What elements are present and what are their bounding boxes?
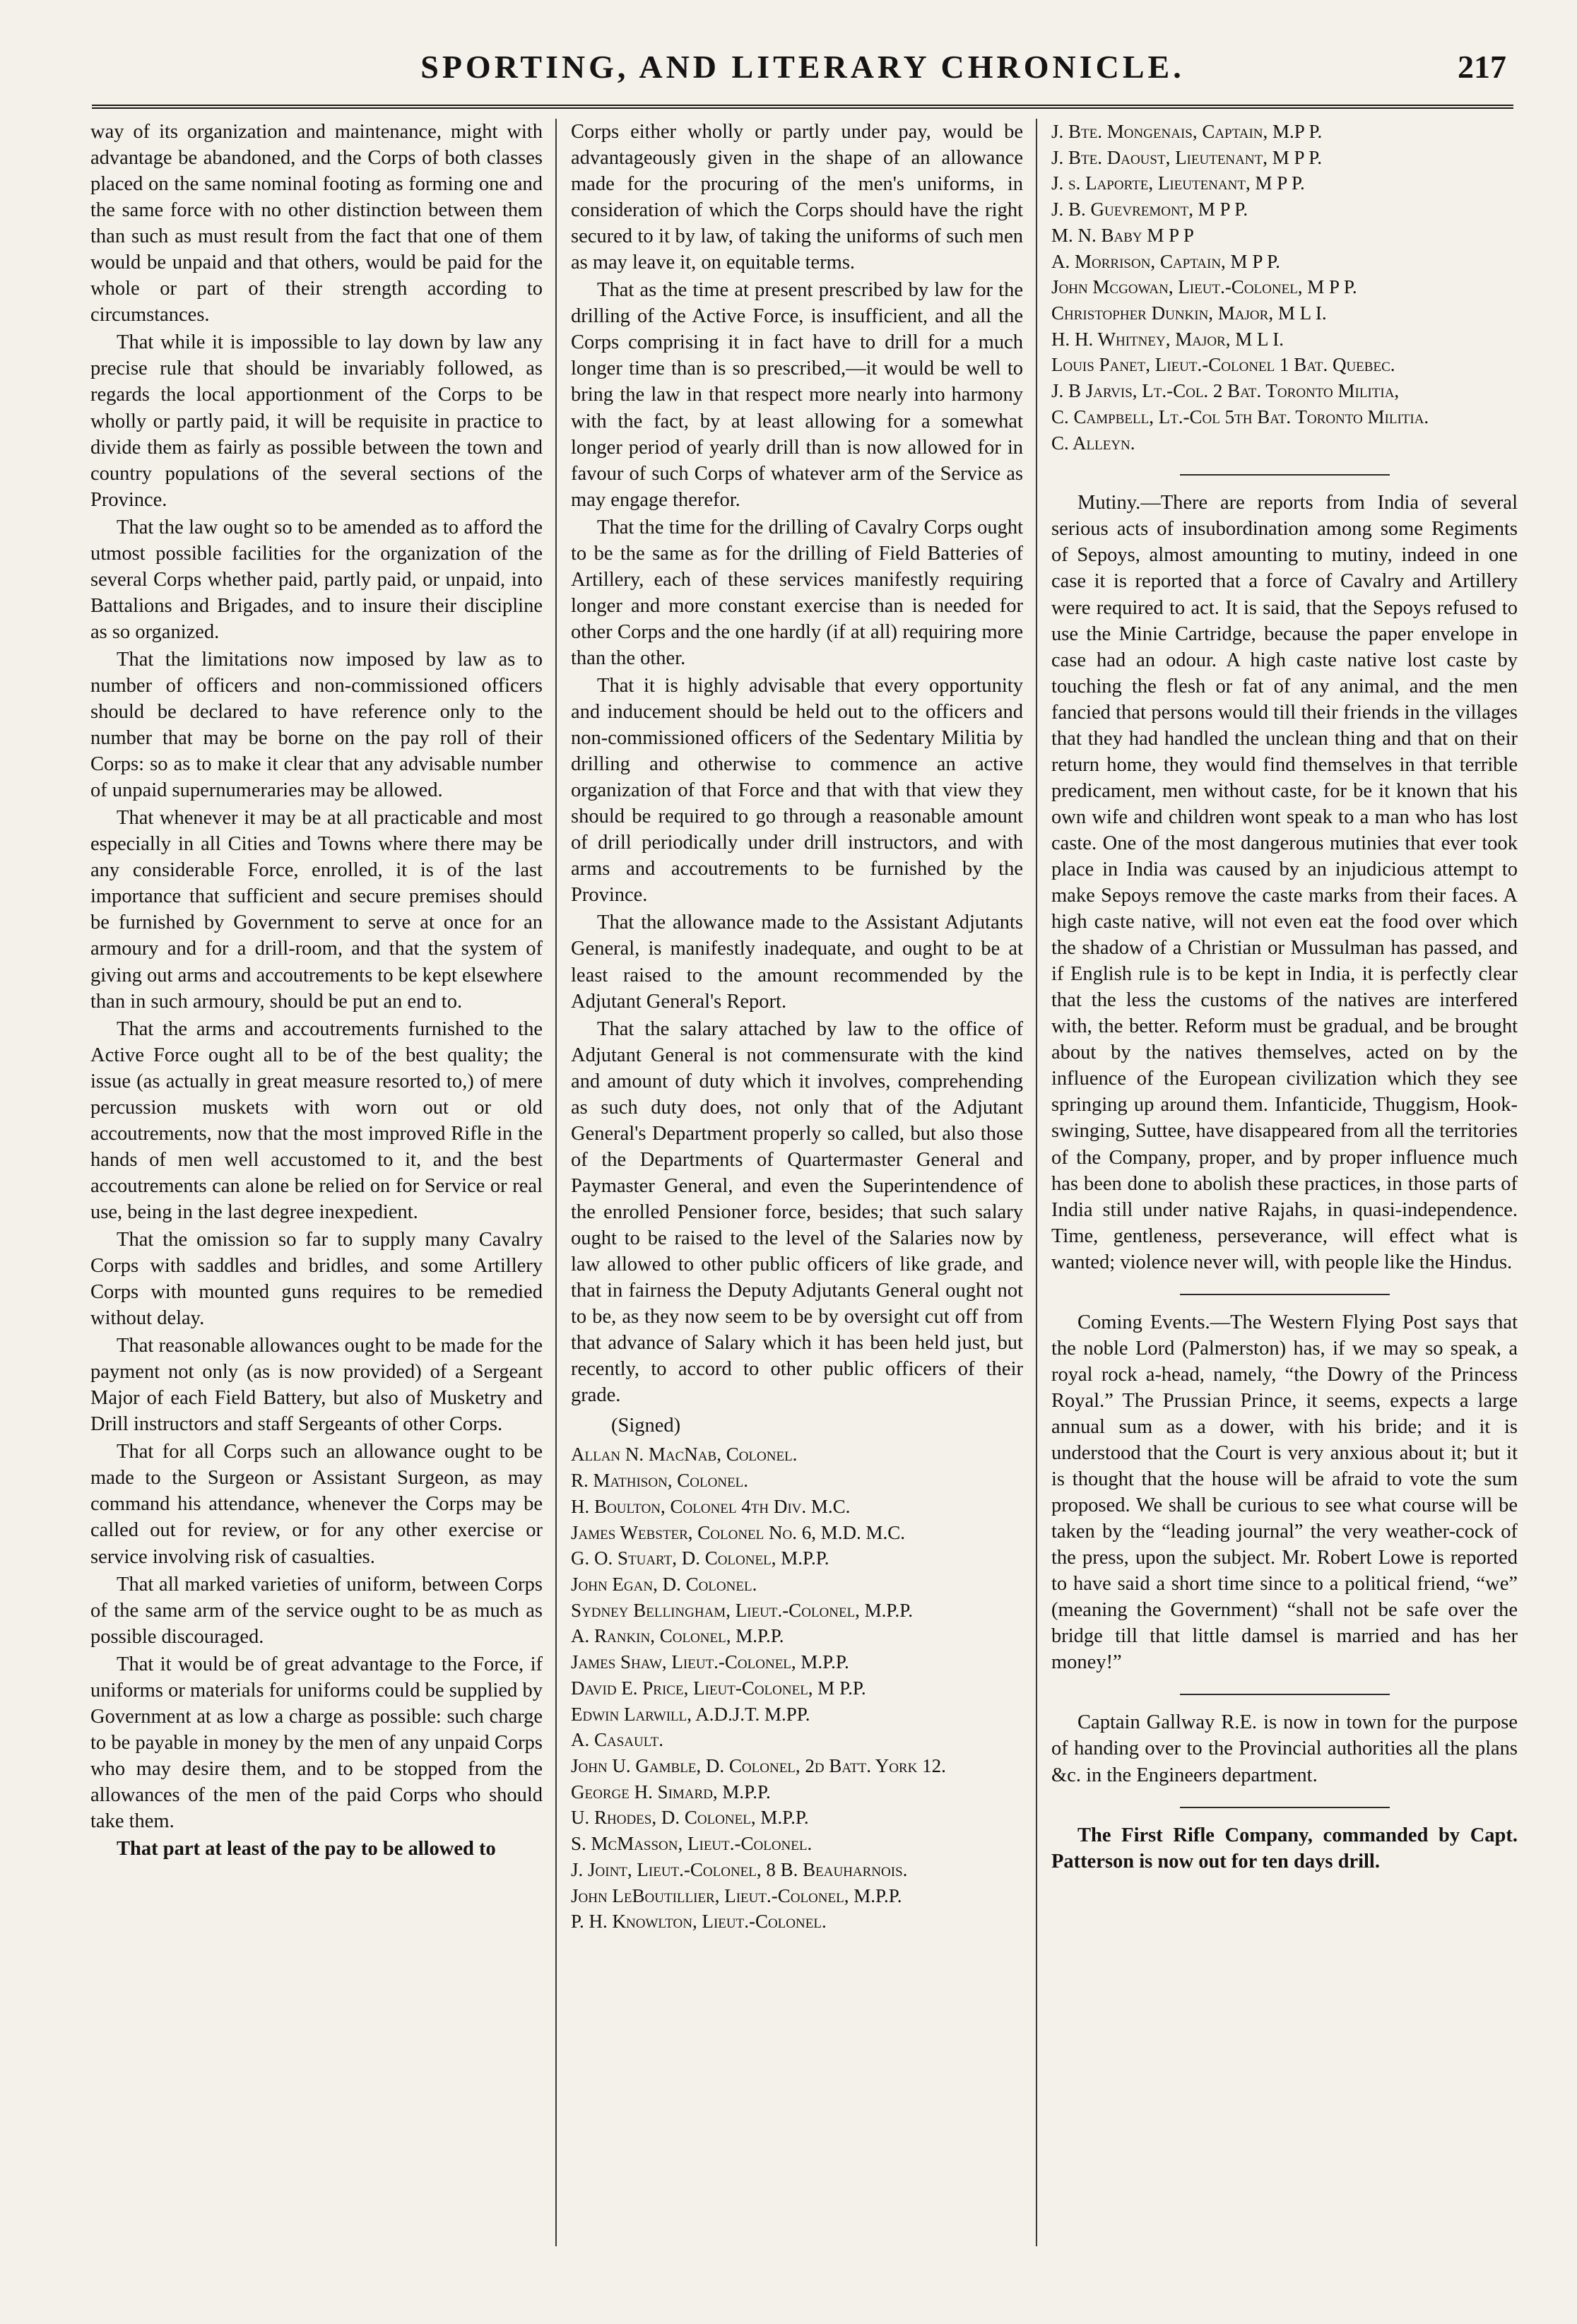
column-3 xyxy=(1051,119,1518,1876)
paragraph: That the law ought so to be amended as to afford the utmost possible facilities for the organization of the several Corps whether paid, partly paid, or unpaid, into Battalions and Brigades, and to insure their discipline as so organized. xyxy=(90,516,543,643)
signature: C. Campbell, Lt.-Col 5th Bat. Toronto Militia. xyxy=(1051,406,1429,427)
paragraph: That the salary attached by law to the office of Adjutant General is not commensurate with the kind and amount of duty which it involves, comprehending as such duty does, not only that of the Adjutant General's Department properly so called, but also those of the Departments of Quartermaster General and Paymaster General, and even the Superintendence of the enrolled Pensioner force, besides; that such salary ought to be raised to the level of the Salaries now by law allowed to other public officers of like grade, and that in fairness the Deputy Adjutants General ought not to be, as they now seem to be by oversight cut off from that advance of Salary which it has been held just, but recently, to accord to other public officers of their grade. xyxy=(571,1018,1023,1407)
signature: Allan N. MacNab, Colonel. xyxy=(571,1444,798,1465)
signature: John Egan, D. Colonel. xyxy=(571,1573,757,1595)
signature: S. McMasson, Lieut.-Colonel. xyxy=(571,1833,813,1855)
signature: C. Alleyn. xyxy=(1051,432,1135,454)
paragraph: That the arms and accoutrements furnished to the Active Force ought all to be of the best quality; the issue (as actually in great measure resorted to,) of mere percussion muskets with worn out or old accoutrements, now that the most improved Rifle in the hands of men well accustomed to it, and the best accoutrements can alone be relied on for Service or real use, being in the last degree inexpedient. xyxy=(90,1018,543,1223)
signature: H. H. Whitney, Major, M L I. xyxy=(1051,328,1284,350)
column-2 xyxy=(571,119,1023,1935)
article-text: Coming Events.—The Western Flying Post says that the noble Lord (Palmerston) has, if we may so speak, a royal rock a-head, namely, “the Dowry of the Princess Royal.” The Prussian Prince, it seems, expects a large annual sum as a dower, with his bride; and it is understood that the Court is very anxious about it; but it is thought that the house will be afraid to vote the sum proposed. We shall be curious to see what course will be taken by the “leading journal” the very weather-cock of the press, upon the subject. Mr. Robert Lowe is reported to have said a short time since to a political friend, “we” (meaning the Government) “shall not be safe over the bridge till that little damsel is married and has her money!” xyxy=(1051,1311,1518,1674)
paragraph: That it is highly advisable that every opportunity and inducement should be held out to the officers and non-commissioned officers of the Sedentary Militia by drilling and otherwise to commence an active organization of that Force and that with that view they should be required to go through a reasonable amount of drill periodically under drill instructors, and with arms and accoutrements to be furnished by the Province. xyxy=(571,674,1023,907)
article-text: Captain Gallway R.E. is now in town for the purpose of handing over to the Provincial authorities all the plans &c. in the Engineers department. xyxy=(1051,1711,1518,1786)
signature: R. Mathison, Colonel. xyxy=(571,1470,749,1492)
first-rifle-notice xyxy=(1051,1822,1518,1875)
signature: George H. Simard, M.P.P. xyxy=(571,1781,771,1803)
paragraph: That all marked varieties of uniform, between Corps of the same arm of the service ought to be as much as possible discouraged. xyxy=(90,1573,543,1648)
signature: John LeBoutillier, Lieut.-Colonel, M.P.P. xyxy=(571,1884,902,1906)
paragraph: That reasonable allowances ought to be made for the payment not only (as is now provided) of a Sergeant Major of each Field Battery, but also of Musketry and Drill instructors and staff Sergeants of other Corps. xyxy=(90,1335,543,1436)
coming-events-article xyxy=(1051,1309,1518,1676)
section-divider xyxy=(1180,1807,1390,1808)
signature: J. Joint, Lieut.-Colonel, 8 B. Beauharnois. xyxy=(571,1858,908,1880)
signature: James Webster, Colonel No. 6, M.D. M.C. xyxy=(571,1521,906,1543)
page-number: 217 xyxy=(1458,49,1506,85)
signed-label: (Signed) xyxy=(611,1415,681,1437)
signature: J. B Jarvis, Lt.-Col. 2 Bat. Toronto Militia, xyxy=(1051,380,1400,402)
signature: A. Morrison, Captain, M P P. xyxy=(1051,250,1280,272)
signature: David E. Price, Lieut-Colonel, M P.P. xyxy=(571,1677,866,1699)
signature: J. s. Laporte, Lieutenant, M P P. xyxy=(1051,172,1305,194)
signature: M. N. Baby M P P xyxy=(1051,224,1194,246)
column-rule xyxy=(555,119,557,2246)
signature: Christopher Dunkin, Major, M L I. xyxy=(1051,302,1327,324)
paragraph: That for all Corps such an allowance ought to be made to the Surgeon or Assistant Surgeon, as may command his attendance, whenever the Corps may be called out for review, or for any other exercise or service involving risk of casualties. xyxy=(90,1441,543,1568)
signature: Sydney Bellingham, Lieut.-Colonel, M.P.P. xyxy=(571,1599,913,1621)
signature-list xyxy=(571,1441,1023,1935)
signature: Edwin Larwill, A.D.J.T. M.PP. xyxy=(571,1703,810,1725)
section-divider xyxy=(1180,1294,1390,1295)
paragraph: That it would be of great advantage to the Force, if uniforms or materials for uniforms could be supplied by Government at as low a charge as possible: such charge to be payable in money by the men of any unpaid Corps who may desire them, and to be stopped from the allowances of the men of the paid Corps who should take them. xyxy=(90,1653,543,1832)
article-text: Mutiny.—There are reports from India of several serious acts of insubordination among some Regiments of Sepoys, almost amounting to mutiny, indeed in one case it is reported that a force of Cavalry and Artillery were required to act. It is said, that the Sepoys refused to use the Minie Cartridge, because the paper envelope in case had an odour. A high caste native lost caste by touching the flesh or fat of any animal, and the men fancied that persons would till their friends in the villages that they had handled the unclean thing and that on their return home, they would find themselves in that terrible predicament, men without caste, for be it known that his own wife and children wont speak to a man who has lost caste. One of the most dangerous mutinies that ever took place in India was caused by an injudicious attempt to make Sepoys remove the caste marks from their faces. A high caste native, will not even eat the food over which the shadow of a Christian or Mussulman has passed, and if English rule is to be kept in India, it is perfectly clear that the less the customs of the natives are interfered with, the better. Reform must be gradual, and be brought about by the natives themselves, acted on by the influence of the European civilization which they see springing up around them. Infanticide, Thuggism, Hook-swinging, Suttee, have disappeared from all the territories of the Company, proper, and by proper influence much has been done to abolish these practices, in those parts of India still under native Rajahs, in quasi-independence. Time, gentleness, perseverance, will effect what is wanted; violence never will, with people like the Hindus. xyxy=(1051,492,1518,1273)
section-divider xyxy=(1180,1694,1390,1695)
signature-list-continued xyxy=(1051,119,1518,456)
signature: John U. Gamble, D. Colonel, 2d Batt. York 12. xyxy=(571,1754,946,1776)
signature: A. Rankin, Colonel, M.P.P. xyxy=(571,1625,784,1647)
paragraph: That the limitations now imposed by law as to number of officers and non-commissioned officers should be declared to have reference only to the number that may be borne on the pay roll of their Corps: so as to make it clear that any advisable number of unpaid supernumeraries may be allowed. xyxy=(90,648,543,802)
signature: A. Casault. xyxy=(571,1729,663,1751)
signature: G. O. Stuart, D. Colonel, M.P.P. xyxy=(571,1547,829,1569)
paragraph: That the time for the drilling of Cavalry Corps ought to be the same as for the drilling of Field Batteries of Artillery, each of these services manifestly requiring longer and more constant exercise than is needed for other Corps and the one hardly (if at all) requiring more than the other. xyxy=(571,516,1023,669)
signature: J. Bte. Mongenais, Captain, M.P P. xyxy=(1051,121,1323,142)
section-divider xyxy=(1180,474,1390,476)
signature: James Shaw, Lieut.-Colonel, M.P.P. xyxy=(571,1651,849,1673)
signature: John Mcgowan, Lieut.-Colonel, M P P. xyxy=(1051,276,1357,298)
paragraph: That the allowance made to the Assistant Adjutants General, is manifestly inadequate, and ought to be at least raised to the amount recommended by the Adjutant General's Report. xyxy=(571,912,1023,1013)
paragraph: That part at least of the pay to be allowed to xyxy=(117,1838,496,1860)
paragraph: way of its organization and maintenance, might with advantage be abandoned, and the Corps of both classes placed on the same nominal footing as forming one and the same force with no other distinction between them than such as must result from the fact that one of them would be unpaid and that others, would be paid for the whole or part of their strength according to circumstances. xyxy=(90,121,543,326)
column-1 xyxy=(90,119,543,1863)
signature: P. H. Knowlton, Lieut.-Colonel. xyxy=(571,1911,827,1933)
signature: J. B. Guevremont, M P P. xyxy=(1051,199,1248,220)
signature: H. Boulton, Colonel 4th Div. M.C. xyxy=(571,1495,851,1517)
paragraph: Corps either wholly or partly under pay, would be advantageously given in the shape of an allowance made for the procuring of the men's uniforms, in consideration of which the Corps should have the right secured to it by law, of taking the uniforms of such men as may leave it, on equitable terms. xyxy=(571,121,1023,274)
captain-gallway-notice xyxy=(1051,1709,1518,1788)
paragraph: That as the time at present prescribed by law for the drilling of the Active Force, is insufficient, and all the Corps comprising it in fact have to drill for a much longer time than is so prescribed,—it would be well to bring the law in that respect more nearly into harmony with the fact, by at least allowing for a somewhat longer period of yearly drill than is now allowed for in favour of such Corps of whatever arm of the Service as may engage therefor. xyxy=(571,279,1023,511)
mutiny-article xyxy=(1051,490,1518,1275)
paragraph: That the omission so far to supply many Cavalry Corps with saddles and bridles, and some Artillery Corps with mounted guns requires to be remedied without delay. xyxy=(90,1228,543,1330)
signature: J. Bte. Daoust, Lieutenant, M P P. xyxy=(1051,146,1322,168)
paragraph: That whenever it may be at all practicable and most especially in all Cities and Towns where there may be any considerable Force, enrolled, it is of the last importance that sufficient and secure premises should be furnished by Government to serve at once for an armoury and for a drill-room, and that the system of giving out arms and accoutrements to be kept elsewhere than in such armoury, should be put an end to. xyxy=(90,807,543,1013)
article-text: The First Rifle Company, commanded by Capt. Patterson is now out for ten days drill. xyxy=(1051,1824,1518,1872)
signature: Louis Panet, Lieut.-Colonel 1 Bat. Quebec. xyxy=(1051,354,1395,376)
paragraph: That while it is impossible to lay down by law any precise rule that should be invariably followed, as regards the local apportionment of the Corps to be wholly or partly paid, it will be requisite in practice to divide them as fairly as possible between the town and country populations of the several sections of the Province. xyxy=(90,331,543,511)
signature: U. Rhodes, D. Colonel, M.P.P. xyxy=(571,1807,809,1829)
page-header xyxy=(92,41,1513,109)
column-rule xyxy=(1036,119,1037,2246)
running-title: SPORTING, AND LITERARY CHRONICLE. xyxy=(420,49,1185,85)
